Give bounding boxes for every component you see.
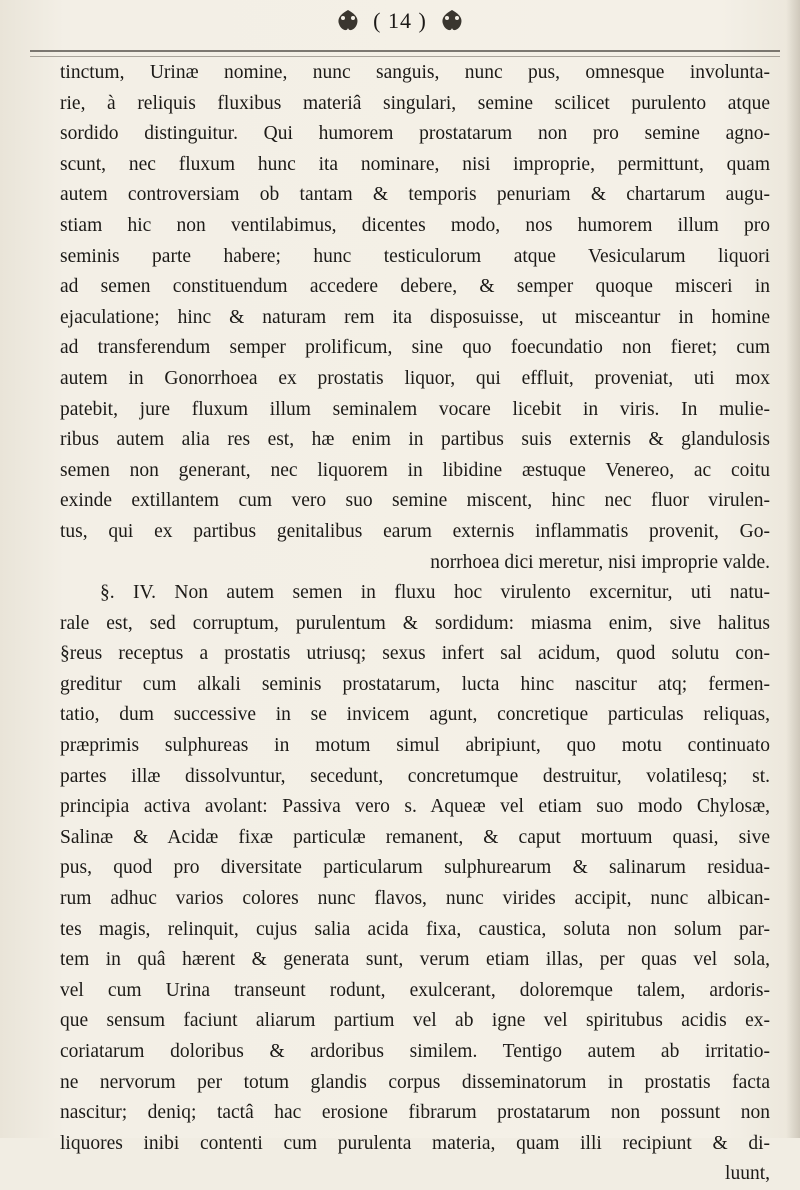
text-line: que sensum faciunt aliarum partium vel ab igne vel spiritubus acidis ex- <box>60 1010 770 1032</box>
text-line: rale est, sed corruptum, purulentum & sordidum: miasma enim, sive halitus <box>60 612 770 634</box>
text-line: scunt, nec fluxum hunc ita nominare, nisi improprie, permittunt, quam <box>60 153 770 175</box>
fleuron-right-icon <box>437 8 467 34</box>
text-line: ad transferendum semper prolificum, sine quo foecundatio non fieret; cum <box>60 337 770 359</box>
text-line: præprimis sulphureas in motum simul abripiunt, quo motu continuato <box>60 735 770 757</box>
text-line: ne nervorum per totum glandis corpus disseminatorum in prostatis facta <box>60 1071 770 1093</box>
text-line: tes magis, relinquit, cujus salia acida fixa, caustica, soluta non solum par- <box>60 918 770 940</box>
page-header <box>0 8 800 48</box>
text-line: greditur cum alkali seminis prostatarum, lucta hinc nascitur atq; fermen- <box>60 673 770 695</box>
page-edge-shadow <box>786 0 800 1138</box>
text-line: semen non generant, nec liquorem in libidine æstuque Venereo, ac coitu <box>60 459 770 481</box>
catchword-line: luunt, <box>725 1163 770 1185</box>
text-line: ribus autem alia res est, hæ enim in partibus suis externis & glandulosis <box>60 429 770 451</box>
text-line: Salinæ & Acidæ fixæ particulæ remanent, & caput mortuum quasi, sive <box>60 826 770 848</box>
header-rule <box>30 50 780 57</box>
text-line: sordido distinguitur. Qui humorem prostatarum non pro semine agno- <box>60 123 770 145</box>
text-line: principia activa avolant: Passiva vero s. Aqueæ vel etiam suo modo Chylosæ, <box>60 796 770 818</box>
text-line: nascitur; deniq; tactâ hac erosione fibrarum prostatarum non possunt non <box>60 1102 770 1124</box>
body-text <box>60 58 770 1190</box>
text-line: coriatarum doloribus & ardoribus similem. Tentigo autem ab irritatio- <box>60 1041 770 1062</box>
text-line: partes illæ dissolvuntur, secedunt, concretumque destruitur, volatilesq; st. <box>60 765 770 787</box>
text-line: rum adhuc varios colores nunc flavos, nunc virides accipit, nunc albican- <box>60 888 770 910</box>
page-number: ( 14 ) <box>373 8 427 33</box>
text-line: liquores inibi contenti cum purulenta materia, quam illi recipiunt & di- <box>60 1132 770 1154</box>
text-line: tem in quâ hærent & generata sunt, verum etiam illas, per quas vel sola, <box>60 949 770 971</box>
text-line: rie, à reliquis fluxibus materiâ singulari, semine scilicet purulento atque <box>60 92 770 114</box>
text-line: ejaculatione; hinc & naturam rem ita disposuisse, ut misceantur in homine <box>60 306 770 328</box>
section-heading-line: §. IV. Non autem semen in fluxu hoc virulento excernitur, uti natu- <box>100 582 770 604</box>
text-line: patebit, jure fluxum illum seminalem vocare licebit in viris. In mulie- <box>60 398 770 420</box>
text-line: autem controversiam ob tantam & temporis penuriam & chartarum augu- <box>60 184 770 206</box>
text-line: §reus receptus a prostatis utriusq; sexus infert sal acidum, quod solutu con- <box>60 643 770 665</box>
text-line: tus, qui ex partibus genitalibus earum externis inflammatis provenit, Go- <box>60 520 770 542</box>
text-line: vel cum Urina transeunt rodunt, exulcerant, doloremque talem, ardoris- <box>60 979 770 1001</box>
text-line: tatio, dum successive in se invicem agunt, concretique particulas reliquas, <box>60 704 770 726</box>
text-line: autem in Gonorrhoea ex prostatis liquor, qui effluit, proveniat, uti mox <box>60 367 770 389</box>
fleuron-left-icon <box>333 8 363 34</box>
text-line: norrhoea dici meretur, nisi improprie valde. <box>430 551 770 573</box>
text-line: ad semen constituendum accedere debere, & semper quoque misceri in <box>60 276 770 298</box>
text-line: pus, quod pro diversitate particularum sulphurearum & salinarum residua- <box>60 857 770 879</box>
text-line: exinde extillantem cum vero suo semine miscent, hinc nec fluor virulen- <box>60 490 770 512</box>
text-line: tinctum, Urinæ nomine, nunc sanguis, nunc pus, omnesque involunta- <box>60 62 770 83</box>
text-line: stiam hic non ventilabimus, dicentes modo, nos humorem illum pro <box>60 214 770 236</box>
text-line: seminis parte habere; hunc testiculorum atque Vesicularum liquori <box>60 245 770 267</box>
